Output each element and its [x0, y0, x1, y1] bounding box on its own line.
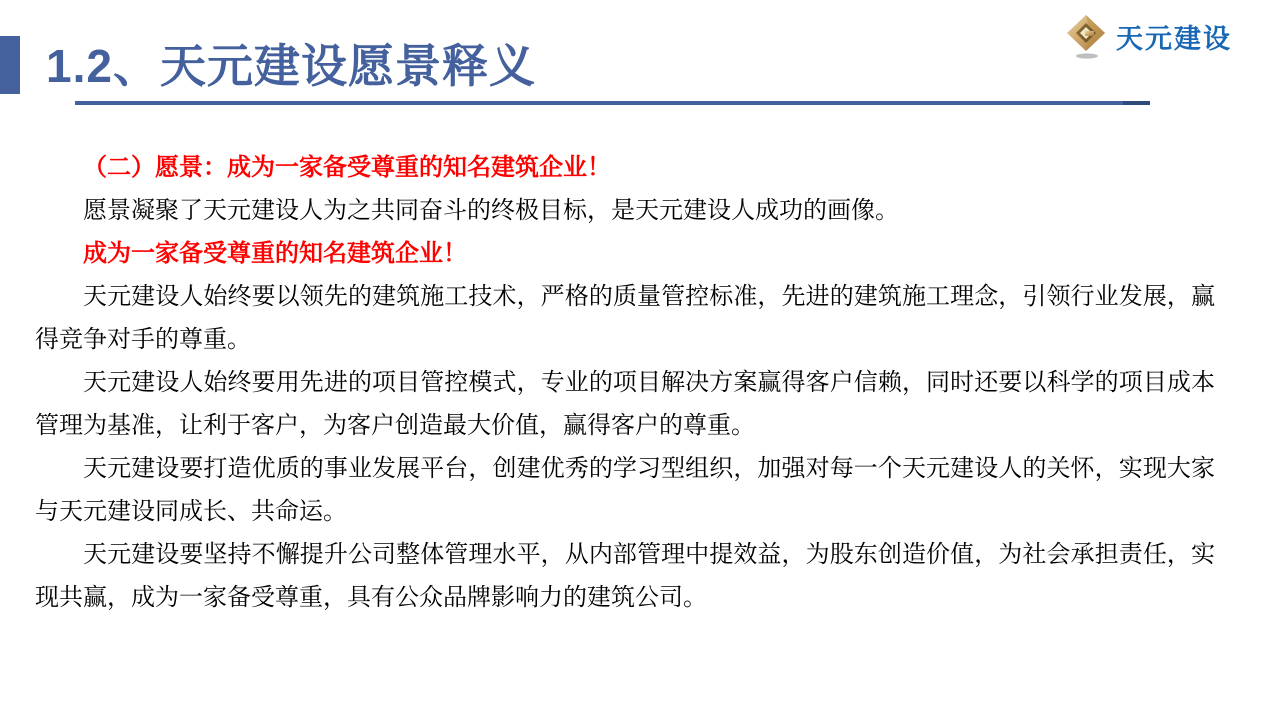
paragraph-competitors: 天元建设人始终要以领先的建筑施工技术，严格的质量管控标准，先进的建筑施工理念，引领行业发展，赢得竞争对手的尊重。 [35, 283, 1215, 353]
vision-intro: 愿景凝聚了天元建设人为之共同奋斗的终极目标，是天元建设人成功的画像。 [83, 197, 899, 224]
title-underline [75, 101, 1150, 105]
paragraph-customers: 天元建设人始终要用先进的项目管控模式，专业的项目解决方案赢得客户信赖，同时还要以科学的项目成本管理为基准，让利于客户，为客户创造最大价值，赢得客户的尊重。 [35, 369, 1215, 439]
vision-heading: （二）愿景：成为一家备受尊重的知名建筑企业！ [83, 154, 611, 181]
body-text [35, 146, 1215, 619]
paragraph-management: 天元建设要坚持不懈提升公司整体管理水平，从内部管理中提效益，为股东创造价值，为社会承担责任，实现共赢，成为一家备受尊重，具有公众品牌影响力的建筑公司。 [35, 541, 1215, 611]
logo-text: 天元建设 [1116, 23, 1232, 54]
gold-cube-icon [1062, 12, 1110, 60]
vision-statement: 成为一家备受尊重的知名建筑企业！ [83, 240, 467, 267]
paragraph-employees: 天元建设要打造优质的事业发展平台，创建优秀的学习型组织，加强对每一个天元建设人的关怀，实现大家与天元建设同成长、共命运。 [35, 455, 1215, 525]
page-title: 1.2、天元建设愿景释义 [46, 40, 536, 92]
company-logo [1062, 12, 1232, 60]
title-accent-bar [0, 36, 20, 94]
